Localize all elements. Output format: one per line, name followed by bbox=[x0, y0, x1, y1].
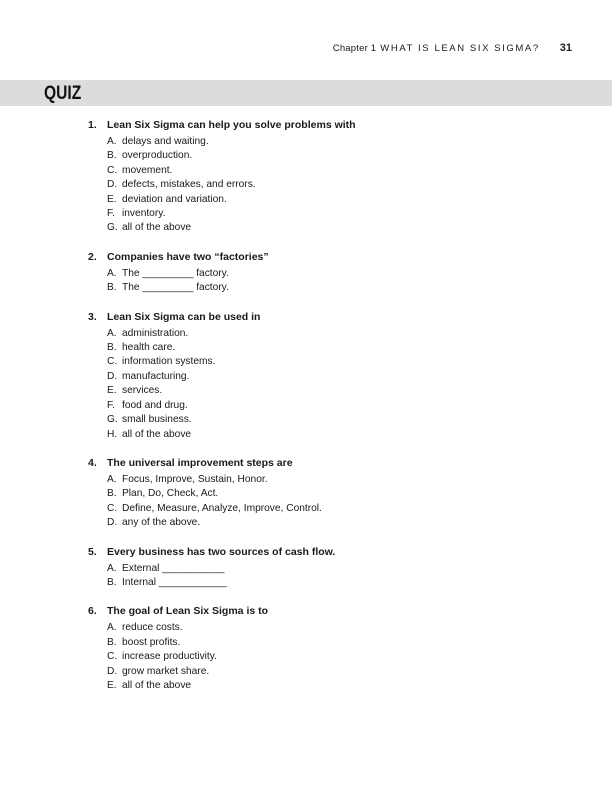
question-3 bbox=[88, 310, 568, 442]
answer-text: small business. bbox=[122, 414, 192, 426]
answer-option bbox=[107, 562, 568, 576]
answer-letter: D. bbox=[107, 179, 118, 191]
answer-option bbox=[107, 473, 568, 487]
answer-option bbox=[107, 621, 568, 635]
answer-option bbox=[107, 207, 568, 221]
answer-text: manufacturing. bbox=[122, 370, 190, 382]
answer-text: health care. bbox=[122, 342, 176, 354]
answer-list bbox=[107, 135, 568, 236]
answer-text: Define, Measure, Analyze, Improve, Control. bbox=[122, 502, 322, 514]
answer-text: increase productivity. bbox=[122, 651, 217, 663]
answer-text: reduce costs. bbox=[122, 622, 183, 634]
answer-letter: C. bbox=[107, 164, 118, 176]
question-number: 2. bbox=[88, 250, 97, 263]
answer-option bbox=[107, 413, 568, 427]
question-number: 4. bbox=[88, 456, 97, 469]
answer-letter: E. bbox=[107, 193, 117, 205]
answer-text: information systems. bbox=[122, 356, 216, 368]
question-number: 3. bbox=[88, 310, 97, 323]
question-2 bbox=[88, 250, 568, 296]
question-text: Lean Six Sigma can help you solve problems with bbox=[107, 119, 356, 131]
answer-letter: G. bbox=[107, 414, 118, 426]
answer-text: The _________ factory. bbox=[122, 267, 229, 279]
question-stem bbox=[88, 456, 568, 471]
answer-option bbox=[107, 384, 568, 398]
answer-letter: A. bbox=[107, 622, 117, 634]
answer-text: movement. bbox=[122, 164, 173, 176]
answer-letter: E. bbox=[107, 385, 117, 397]
quiz-heading-band bbox=[0, 80, 612, 106]
answer-text: food and drug. bbox=[122, 399, 188, 411]
answer-text: defects, mistakes, and errors. bbox=[122, 179, 256, 191]
answer-text: delays and waiting. bbox=[122, 136, 209, 147]
answer-text: External ___________ bbox=[122, 562, 225, 574]
answer-text: grow market share. bbox=[122, 665, 210, 677]
answer-option bbox=[107, 428, 568, 442]
answer-list bbox=[107, 267, 568, 296]
question-text: The universal improvement steps are bbox=[107, 456, 293, 469]
answer-letter: D. bbox=[107, 517, 118, 529]
answer-option bbox=[107, 679, 568, 693]
answer-option bbox=[107, 164, 568, 178]
answer-letter: C. bbox=[107, 356, 118, 368]
answer-text: Internal ____________ bbox=[122, 576, 227, 588]
answer-option bbox=[107, 341, 568, 355]
answer-option bbox=[107, 576, 568, 590]
answer-option bbox=[107, 370, 568, 384]
answer-text: all of the above bbox=[122, 679, 192, 691]
answer-option bbox=[107, 502, 568, 516]
question-stem bbox=[88, 118, 568, 133]
question-6 bbox=[88, 604, 568, 693]
answer-list bbox=[107, 473, 568, 531]
question-number: 1. bbox=[88, 119, 97, 131]
question-text: Every business has two sources of cash flow. bbox=[107, 545, 336, 558]
answer-option bbox=[107, 650, 568, 664]
answer-letter: B. bbox=[107, 636, 117, 648]
answer-letter: D. bbox=[107, 370, 118, 382]
answer-option bbox=[107, 355, 568, 369]
answer-option bbox=[107, 149, 568, 163]
answer-text: inventory. bbox=[122, 208, 166, 220]
answer-text: all of the above bbox=[122, 428, 192, 440]
quiz-questions bbox=[88, 118, 568, 707]
answer-letter: B. bbox=[107, 150, 117, 162]
answer-text: deviation and variation. bbox=[122, 193, 227, 205]
question-text: Lean Six Sigma can be used in bbox=[107, 310, 261, 323]
question-4 bbox=[88, 456, 568, 531]
question-stem bbox=[88, 250, 568, 265]
question-stem bbox=[88, 545, 568, 560]
answer-text: boost profits. bbox=[122, 636, 181, 648]
question-1 bbox=[88, 118, 568, 236]
answer-text: Plan, Do, Check, Act. bbox=[122, 488, 219, 500]
chapter-label: Chapter 1 bbox=[332, 43, 377, 54]
answer-letter: D. bbox=[107, 665, 118, 677]
question-text: Companies have two “factories” bbox=[107, 250, 269, 263]
answer-option bbox=[107, 267, 568, 281]
answer-option bbox=[107, 281, 568, 295]
answer-letter: B. bbox=[107, 282, 117, 294]
question-text: The goal of Lean Six Sigma is to bbox=[107, 605, 269, 618]
answer-text: services. bbox=[122, 385, 163, 397]
answer-letter: A. bbox=[107, 562, 117, 574]
answer-letter: C. bbox=[107, 651, 118, 663]
answer-letter: B. bbox=[107, 488, 117, 500]
question-5 bbox=[88, 545, 568, 591]
answer-option bbox=[107, 516, 568, 530]
running-head bbox=[333, 42, 572, 54]
answer-letter: C. bbox=[107, 502, 118, 514]
answer-letter: A. bbox=[107, 473, 117, 485]
question-number: 6. bbox=[88, 605, 97, 618]
answer-letter: B. bbox=[107, 576, 117, 588]
answer-letter: H. bbox=[107, 428, 118, 440]
answer-list bbox=[107, 327, 568, 442]
answer-letter: A. bbox=[107, 327, 117, 339]
answer-text: The _________ factory. bbox=[122, 282, 229, 294]
answer-option bbox=[107, 135, 568, 149]
answer-option bbox=[107, 399, 568, 413]
answer-letter: F. bbox=[107, 399, 115, 411]
answer-option bbox=[107, 636, 568, 650]
answer-letter: A. bbox=[107, 267, 117, 279]
answer-letter: A. bbox=[107, 136, 117, 147]
answer-text: any of the above. bbox=[122, 517, 201, 529]
answer-letter: G. bbox=[107, 222, 118, 234]
answer-list bbox=[107, 562, 568, 591]
answer-text: overproduction. bbox=[122, 150, 193, 162]
answer-option bbox=[107, 327, 568, 341]
section-title: QUIZ bbox=[44, 83, 82, 104]
answer-option bbox=[107, 665, 568, 679]
page-number: 31 bbox=[559, 42, 572, 54]
chapter-title: WHAT IS LEAN SIX SIGMA? bbox=[380, 43, 540, 54]
answer-option bbox=[107, 221, 568, 235]
answer-letter: B. bbox=[107, 342, 117, 354]
question-stem bbox=[88, 310, 568, 325]
question-number: 5. bbox=[88, 545, 97, 558]
answer-option bbox=[107, 487, 568, 501]
answer-option bbox=[107, 193, 568, 207]
answer-letter: E. bbox=[107, 679, 117, 691]
answer-option bbox=[107, 178, 568, 192]
answer-text: all of the above bbox=[122, 222, 192, 234]
answer-letter: F. bbox=[107, 208, 115, 220]
question-stem bbox=[88, 604, 568, 619]
answer-text: Focus, Improve, Sustain, Honor. bbox=[122, 473, 268, 485]
answer-text: administration. bbox=[122, 327, 189, 339]
answer-list bbox=[107, 621, 568, 693]
